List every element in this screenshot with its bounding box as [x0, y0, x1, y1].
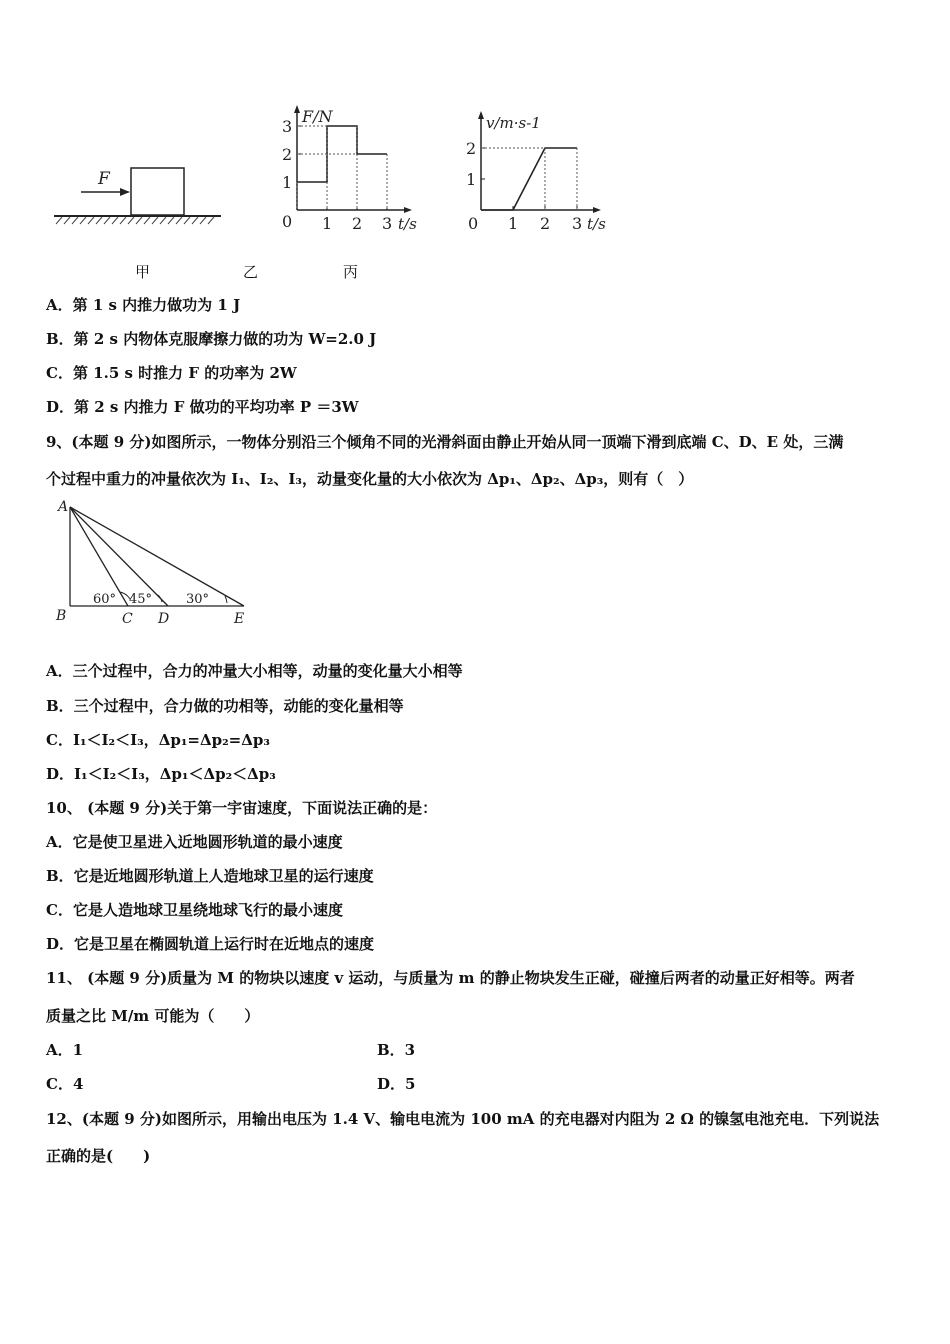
x-tick-label: 2 [540, 214, 551, 233]
svg-text:45°: 45° [129, 592, 153, 607]
q9-stem-line1: 9、(本题 9 分)如图所示，一物体分别沿三个倾角不同的光滑斜面由静止开始从同一顶端下滑到底端 C、D、E 处，三满 [46, 433, 844, 451]
velocity-time-chart [462, 108, 622, 238]
q9-stem-line2: 个过程中重力的冲量依次为 I₁、I₂、I₃，动量变化量的大小依次为 Δp₁、Δp₂、Δp₃，则有（ ） [46, 470, 694, 488]
svg-text:t/s: t/s [587, 215, 606, 233]
q11-option-b: B．3 [377, 1041, 416, 1059]
q8-option-d: D．第 2 s 内推力 F 做功的平均功率 P ＝3W [46, 398, 359, 416]
q9-option-b: B．三个过程中，合力做的功相等，动能的变化量相等 [46, 697, 404, 715]
y-tick-label: 1 [282, 173, 293, 192]
caption-yi: 乙 [243, 263, 259, 281]
data-line [481, 148, 577, 210]
x-tick-label: 1 [322, 214, 333, 233]
q11-option-d: D．5 [377, 1075, 416, 1093]
y-tick-label: 1 [466, 170, 477, 189]
q9-option-d: D．I₁＜I₂＜I₃，Δp₁＜Δp₂＜Δp₃ [46, 765, 276, 783]
q8-option-a: A．第 1 s 内推力做功为 1 J [46, 296, 241, 314]
svg-text:C: C [122, 611, 133, 627]
svg-text:F/N: F/N [302, 107, 333, 126]
q10-option-a: A．它是使卫星进入近地圆形轨道的最小速度 [46, 833, 343, 851]
caption-jia: 甲 [135, 263, 151, 281]
svg-text:v/m·s-1: v/m·s-1 [486, 114, 541, 132]
block-figure [46, 160, 226, 230]
q9-option-c: C．I₁＜I₂＜I₃，Δp₁=Δp₂=Δp₃ [46, 731, 270, 749]
q10-option-b: B．它是近地圆形轨道上人造地球卫星的运行速度 [46, 867, 374, 885]
incline-figure [46, 495, 261, 630]
q10-option-c: C．它是人造地球卫星绕地球飞行的最小速度 [46, 901, 343, 919]
q10-stem: 10、 (本题 9 分)关于第一宇宙速度，下面说法正确的是： [46, 799, 438, 817]
svg-text:0: 0 [282, 212, 293, 231]
x-tick-label: 2 [352, 214, 363, 233]
q10-option-d: D．它是卫星在椭圆轨道上运行时在近地点的速度 [46, 935, 375, 953]
block [131, 168, 184, 215]
svg-text:D: D [158, 611, 170, 627]
q8-option-c: C．第 1.5 s 时推力 F 的功率为 2W [46, 364, 297, 382]
svg-text:60°: 60° [93, 592, 117, 607]
y-tick-label: 3 [282, 117, 293, 136]
x-tick-label: 3 [572, 214, 583, 233]
x-tick-label: 3 [382, 214, 393, 233]
x-tick-label: 1 [508, 214, 519, 233]
force-time-chart [276, 102, 426, 237]
svg-text:30°: 30° [186, 592, 210, 607]
q11-stem-line1: 11、 (本题 9 分)质量为 M 的物块以速度 v 运动，与质量为 m 的静止物块发生正碰，碰撞后两者的动量正好相等。两者 [46, 969, 855, 987]
y-tick-label: 2 [466, 139, 477, 158]
y-tick-label: 2 [282, 145, 293, 164]
q11-stem-line2: 质量之比 M/m 可能为（ ） [46, 1007, 260, 1025]
svg-text:0: 0 [468, 214, 479, 233]
caption-bing: 丙 [343, 263, 359, 281]
q8-option-b: B．第 2 s 内物体克服摩擦力做的功为 W=2.0 J [46, 330, 377, 348]
q11-option-c: C．4 [46, 1075, 84, 1093]
q12-stem-line2: 正确的是( ) [46, 1147, 151, 1165]
force-label: F [98, 169, 110, 189]
q11-option-a: A．1 [46, 1041, 84, 1059]
svg-text:t/s: t/s [398, 215, 417, 233]
q12-stem-line1: 12、(本题 9 分)如图所示，用输出电压为 1.4 V、输电电流为 100 mA 的充电器对内阻为 2 Ω 的镍氢电池充电．下列说法 [46, 1110, 880, 1128]
q9-option-a: A．三个过程中，合力的冲量大小相等，动量的变化量大小相等 [46, 662, 463, 680]
svg-text:E: E [234, 611, 245, 627]
svg-text:B: B [56, 608, 67, 624]
svg-text:A: A [58, 499, 69, 515]
